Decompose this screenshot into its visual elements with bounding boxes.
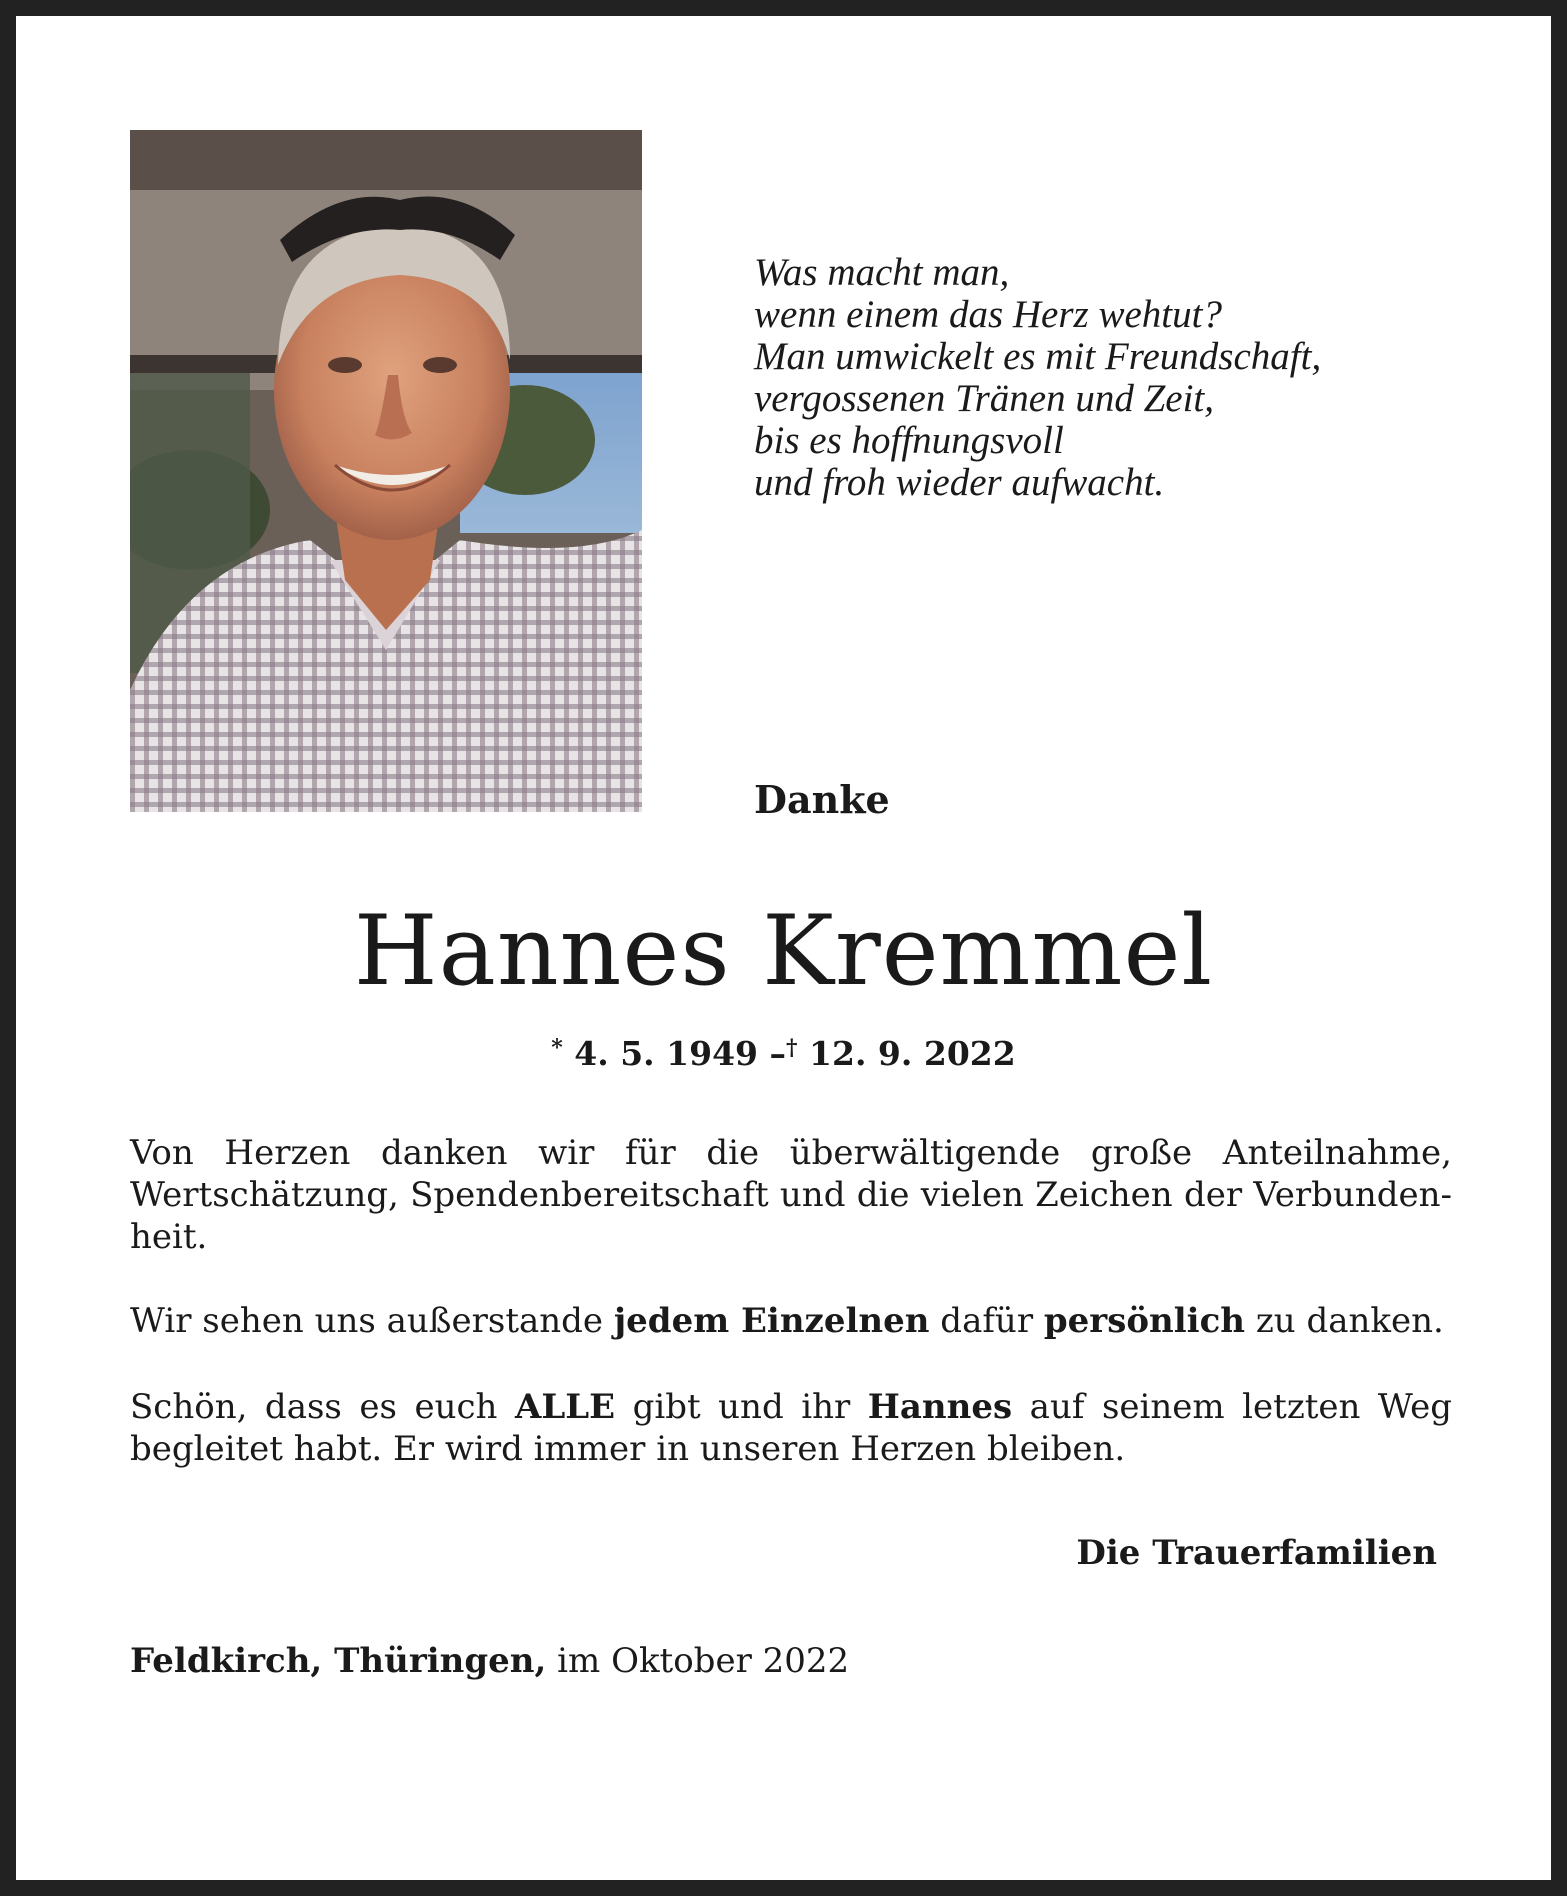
text-run: Wir sehen uns außerstande — [130, 1301, 614, 1341]
paragraph-apology — [130, 1300, 1452, 1342]
portrait-image — [130, 130, 642, 812]
signature: Die Trauerfamilien — [1076, 1533, 1437, 1573]
paragraph-line: begleitet habt. Er wird immer in unseren Herzen bleiben. — [130, 1429, 1126, 1469]
date-separator: – — [769, 1034, 787, 1073]
place-name: Feldkirch, Thüringen, — [130, 1641, 547, 1681]
issue-date: im Oktober 2022 — [546, 1641, 850, 1681]
portrait-photo — [130, 130, 642, 812]
paragraph-line: Von Herzen danken wir für die überwältigende große Anteilnahme, — [130, 1133, 1452, 1173]
text-run: zu danken. — [1245, 1301, 1444, 1341]
birth-symbol: * — [551, 1035, 563, 1061]
place-date — [130, 1640, 849, 1682]
text-run: gibt und ihr — [615, 1387, 868, 1427]
poem-line: Man umwickelt es mit Freundschaft, — [754, 335, 1322, 378]
life-dates — [16, 1026, 1551, 1076]
bold-text: Hannes — [867, 1387, 1013, 1427]
paragraph-farewell — [130, 1386, 1452, 1470]
deceased-name: Hannes Kremmel — [353, 895, 1214, 1007]
paragraph-line — [130, 1300, 1452, 1342]
paragraph-line: Wertschätzung, Spendenbereitschaft und die vielen Zeichen der Verbunden- — [130, 1175, 1452, 1215]
poem-line: und froh wieder aufwacht. — [754, 461, 1165, 504]
death-date: 12. 9. 2022 — [809, 1034, 1016, 1073]
text-run: auf seinem letzten Weg — [1012, 1387, 1452, 1427]
paragraph-thanks — [130, 1132, 1452, 1258]
text-run: dafür — [929, 1301, 1044, 1341]
bold-text: ALLE — [514, 1387, 616, 1427]
thanks-heading: Danke — [754, 777, 890, 822]
poem — [754, 252, 1454, 504]
poem-line: vergossenen Tränen und Zeit, — [754, 377, 1215, 420]
paragraph-line — [130, 1386, 1452, 1428]
poem-line: wenn einem das Herz wehtut? — [754, 293, 1222, 336]
death-symbol: † — [786, 1035, 798, 1061]
birth-date: 4. 5. 1949 — [574, 1034, 759, 1073]
poem-line: bis es hoffnungsvoll — [754, 419, 1064, 462]
bold-text: persönlich — [1043, 1301, 1246, 1341]
poem-line: Was macht man, — [754, 251, 1010, 294]
text-run: Schön, dass es euch — [130, 1387, 515, 1427]
bold-text: jedem Einzelnen — [613, 1301, 930, 1341]
paragraph-line: heit. — [130, 1217, 208, 1257]
